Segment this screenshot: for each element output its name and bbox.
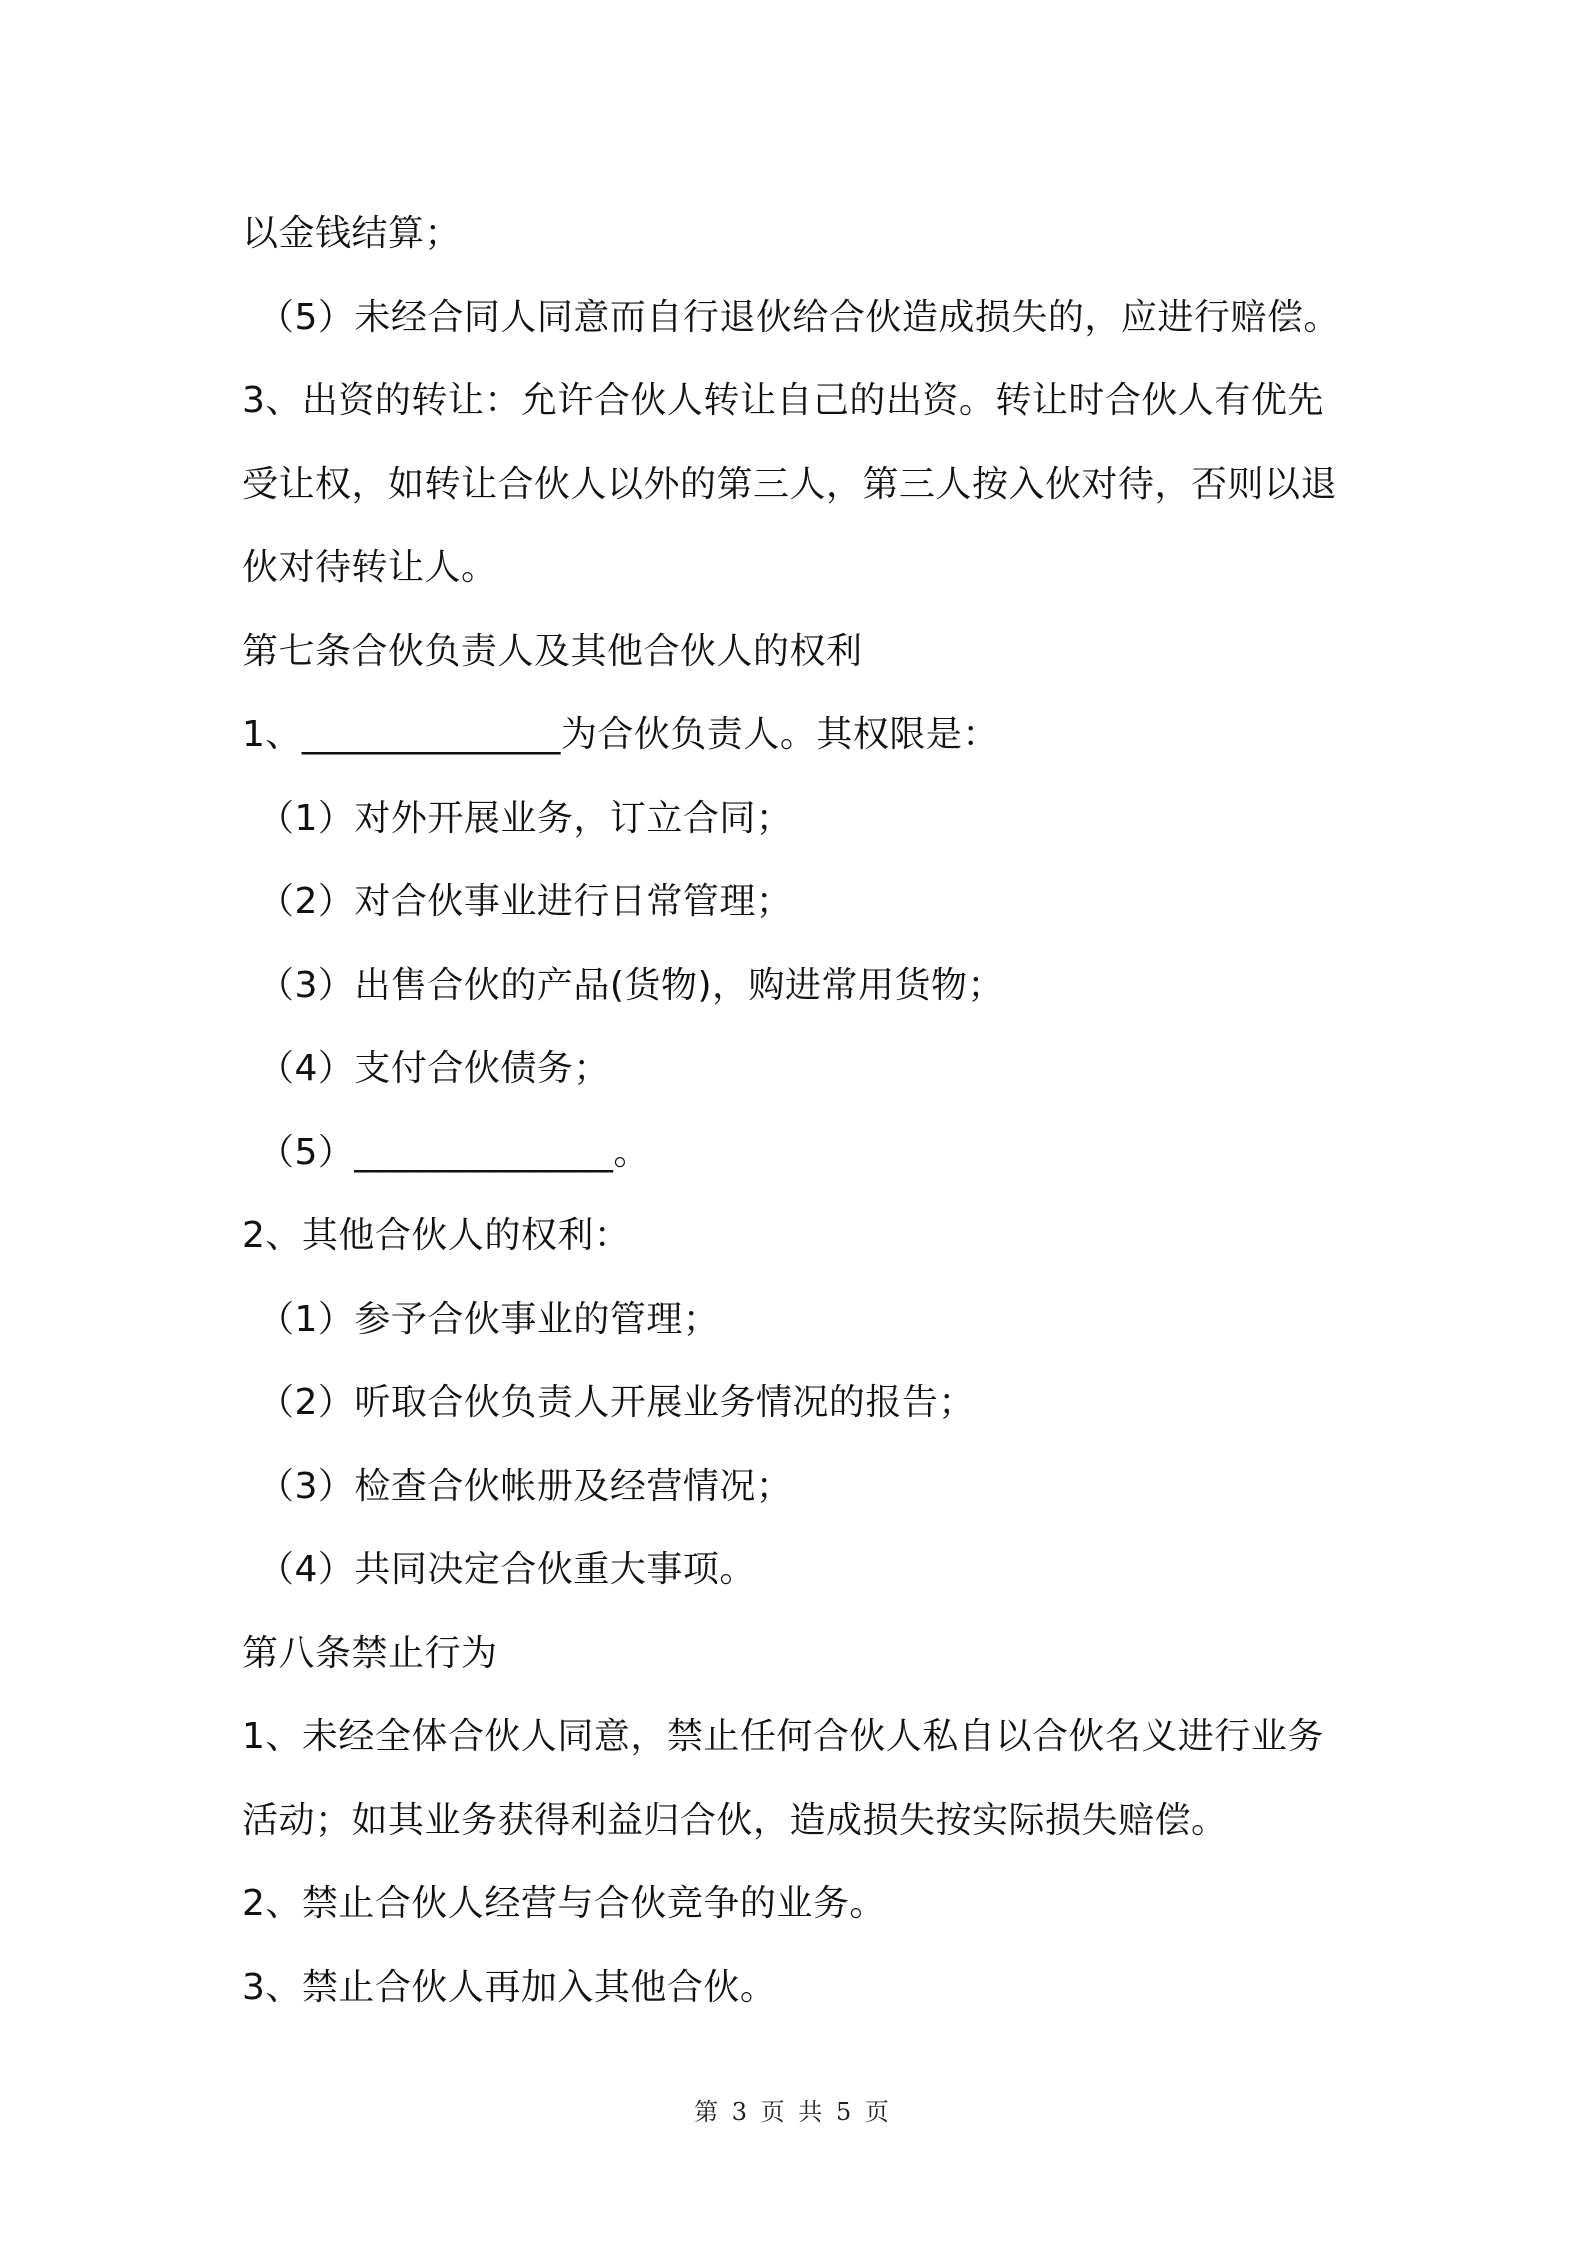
list-item: （3）检查合伙帐册及经营情况； <box>258 1465 793 1507</box>
text-line: 伙对待转让人。 <box>242 547 498 588</box>
section-heading: 第八条禁止行为 <box>242 1632 498 1674</box>
list-item: （2）对合伙事业进行日常管理； <box>258 881 793 922</box>
text-line: 受让权，如转让合伙人以外的第三人，第三人按入伙对待，否则以退 <box>242 463 1338 505</box>
list-item: （4）支付合伙债务； <box>258 1048 610 1089</box>
text-line: （5）未经合同人同意而自行退伙给合伙造成损失的，应进行赔偿。 <box>258 296 1340 338</box>
section-heading: 第七条合伙负责人及其他合伙人的权利 <box>242 630 863 672</box>
list-item: （3）出售合伙的产品(货物)，购进常用货物； <box>258 964 1004 1006</box>
text-line: 以金钱结算； <box>242 213 462 254</box>
page-number-footer: 第 3 页 共 5 页 <box>694 2098 892 2126</box>
list-item: （2）听取合伙负责人开展业务情况的报告； <box>258 1382 975 1423</box>
list-item: （1）对外开展业务，订立合同； <box>258 797 793 839</box>
text-line: 2、禁止合伙人经营与合伙竞争的业务。 <box>242 1883 886 1924</box>
text-line: 3、禁止合伙人再加入其他合伙。 <box>242 1966 777 2008</box>
text-line: 3、出资的转让：允许合伙人转让自己的出资。转让时合伙人有优先 <box>242 380 1324 421</box>
text-line: 2、其他合伙人的权利： <box>242 1215 631 1256</box>
list-item: （5）______________。 <box>258 1131 650 1173</box>
text-line: 活动；如其业务获得利益归合伙，造成损失按实际损失赔偿。 <box>242 1799 1228 1841</box>
list-item: （4）共同决定合伙重大事项。 <box>258 1549 756 1590</box>
document-body <box>242 192 1362 2029</box>
text-line: 1、未经全体合伙人同意，禁止任何合伙人私自以合伙名义进行业务 <box>242 1716 1324 1757</box>
list-item: （1）参予合伙事业的管理； <box>258 1298 720 1340</box>
text-line: 1、______________为合伙负责人。其权限是： <box>242 714 999 755</box>
